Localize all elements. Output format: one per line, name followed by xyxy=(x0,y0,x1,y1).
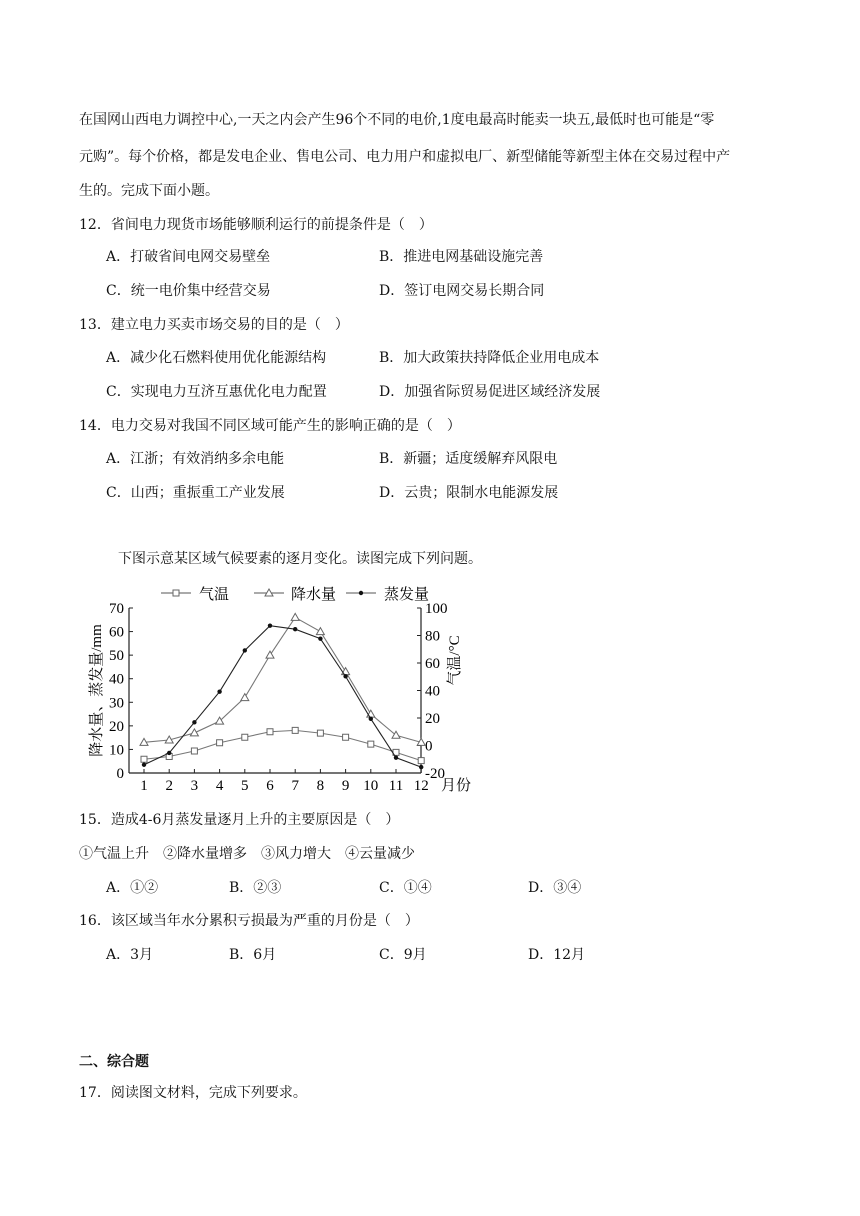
question-12-stem: 12．省间电力现货市场能够顺利运行的前提条件是（ ） xyxy=(79,217,433,233)
question-16-option-b[interactable]: B．6月 xyxy=(229,947,277,963)
question-14-option-d[interactable]: D．云贵；限制水电能源发展 xyxy=(379,485,559,501)
question-17-stem: 17．阅读图文材料，完成下列要求。 xyxy=(79,1085,307,1101)
series-line-dot xyxy=(144,626,421,767)
data-point-dot xyxy=(167,751,171,755)
question-14-option-a[interactable]: A．江浙；有效消纳多余电能 xyxy=(106,451,285,467)
section-title: 二、综合题 xyxy=(79,1054,149,1070)
x-tick-label: 5 xyxy=(241,778,249,794)
legend-label: 气温 xyxy=(199,587,230,603)
left-axis-label: 降水量、蒸发量/mm xyxy=(89,624,105,757)
left-tick-label: 30 xyxy=(109,695,124,712)
right-tick-label: -20 xyxy=(425,766,445,782)
question-15-choices: ①气温上升 ②降水量增多 ③风力增大 ④云量减少 xyxy=(79,846,415,862)
data-point-dot xyxy=(243,648,247,652)
question-15-option-d[interactable]: D．③④ xyxy=(528,880,582,896)
question-14-option-c[interactable]: C．山西；重振重工产业发展 xyxy=(106,485,285,501)
data-point-dot xyxy=(369,717,373,721)
data-point-square xyxy=(343,734,349,740)
data-point-square xyxy=(242,734,248,740)
x-tick-label: 9 xyxy=(341,778,350,794)
x-axis-label: 月份 xyxy=(441,778,472,794)
data-point-dot xyxy=(217,689,221,693)
data-point-square xyxy=(418,758,424,764)
data-point-triangle xyxy=(190,729,198,736)
data-point-square xyxy=(267,729,273,735)
data-point-dot xyxy=(318,636,322,640)
data-point-dot xyxy=(419,765,423,769)
data-point-triangle xyxy=(316,628,324,635)
left-tick-label: 20 xyxy=(109,718,124,735)
data-point-triangle xyxy=(291,613,299,620)
x-tick-label: 6 xyxy=(266,778,274,794)
legend-label: 蒸发量 xyxy=(384,587,430,603)
passage-line-1: 在国网山西电力调控中心,一天之内会产生96个不同的电价,1度电最高时能卖一块五,最低时也可能是“零 xyxy=(79,112,715,128)
legend-marker xyxy=(359,591,363,595)
data-point-square xyxy=(317,730,323,736)
x-tick-label: 3 xyxy=(190,778,199,794)
question-16-option-a[interactable]: A．3月 xyxy=(106,947,154,963)
left-tick-label: 10 xyxy=(109,742,124,759)
question-12-option-a[interactable]: A．打破省间电网交易壁垒 xyxy=(106,249,271,265)
question-12-option-d[interactable]: D．签订电网交易长期合同 xyxy=(379,283,545,299)
right-tick-label: 80 xyxy=(425,628,440,645)
x-tick-label: 8 xyxy=(316,778,325,794)
question-15-option-c[interactable]: C．①④ xyxy=(379,880,432,896)
left-tick-label: 40 xyxy=(109,671,124,688)
series-line-triangle xyxy=(144,617,421,742)
question-16-option-d[interactable]: D．12月 xyxy=(528,947,586,963)
right-tick-label: 0 xyxy=(425,738,433,755)
data-point-dot xyxy=(394,755,398,759)
data-point-dot xyxy=(192,720,196,724)
x-tick-label: 2 xyxy=(165,778,173,794)
left-tick-label: 0 xyxy=(116,766,124,782)
left-tick-label: 60 xyxy=(109,624,124,641)
x-tick-label: 11 xyxy=(388,778,404,794)
question-15-stem: 15．造成4-6月蒸发量逐月上升的主要原因是（ ） xyxy=(79,812,400,828)
data-point-square xyxy=(368,741,374,747)
right-tick-label: 40 xyxy=(425,683,440,700)
question-15-option-b[interactable]: B．②③ xyxy=(229,880,282,896)
question-15-option-a[interactable]: A．①② xyxy=(106,880,159,896)
x-tick-label: 12 xyxy=(413,778,429,794)
passage-line-3: 生的。完成下面小题。 xyxy=(79,183,219,199)
x-tick-label: 1 xyxy=(140,778,148,794)
question-16-stem: 16．该区域当年水分累积亏损最为严重的月份是（ ） xyxy=(79,913,419,929)
legend-marker xyxy=(173,590,179,596)
question-14-option-b[interactable]: B．新疆；适度缓解弃风限电 xyxy=(379,451,558,467)
right-tick-label: 20 xyxy=(425,711,440,727)
question-13-option-a[interactable]: A．减少化石燃料使用优化能源结构 xyxy=(106,350,327,366)
climate-chart xyxy=(84,580,484,795)
question-13-option-b[interactable]: B．加大政策扶持降低企业用电成本 xyxy=(379,350,600,366)
question-13-option-d[interactable]: D．加强省际贸易促进区域经济发展 xyxy=(379,384,601,400)
right-axis-label: 气温/°C xyxy=(447,635,463,686)
question-12-option-b[interactable]: B．推进电网基础设施完善 xyxy=(379,249,544,265)
data-point-dot xyxy=(142,763,146,767)
data-point-square xyxy=(191,748,197,754)
passage-line-2: 元购”。每个价格，都是发电企业、售电公司、电力用户和虚拟电厂、新型储能等新型主体在交易过程中产 xyxy=(79,149,731,165)
question-14-stem: 14．电力交易对我国不同区域可能产生的影响正确的是（ ） xyxy=(79,418,461,434)
x-tick-label: 7 xyxy=(291,778,299,794)
x-tick-label: 4 xyxy=(215,778,224,794)
data-point-dot xyxy=(343,674,347,678)
data-point-triangle xyxy=(241,694,249,701)
data-point-triangle xyxy=(342,668,350,675)
question-16-option-c[interactable]: C．9月 xyxy=(379,947,427,963)
legend-label: 降水量 xyxy=(291,587,337,603)
chart-intro-text: 下图示意某区域气候要素的逐月变化。读图完成下列问题。 xyxy=(118,551,482,567)
question-13-stem: 13．建立电力买卖市场交易的目的是（ ） xyxy=(79,317,349,333)
data-point-square xyxy=(292,727,298,733)
right-tick-label: 60 xyxy=(425,656,440,672)
x-tick-label: 10 xyxy=(363,778,379,794)
left-tick-label: 70 xyxy=(109,601,124,617)
data-point-triangle xyxy=(266,651,274,658)
data-point-square xyxy=(217,740,223,746)
question-12-option-c[interactable]: C．统一电价集中经营交易 xyxy=(106,283,271,299)
question-13-option-c[interactable]: C．实现电力互济互惠优化电力配置 xyxy=(106,384,327,400)
right-tick-label: 100 xyxy=(425,601,448,617)
data-point-dot xyxy=(293,627,297,631)
left-tick-label: 50 xyxy=(109,648,124,665)
data-point-square xyxy=(141,756,147,762)
data-point-dot xyxy=(268,623,272,627)
